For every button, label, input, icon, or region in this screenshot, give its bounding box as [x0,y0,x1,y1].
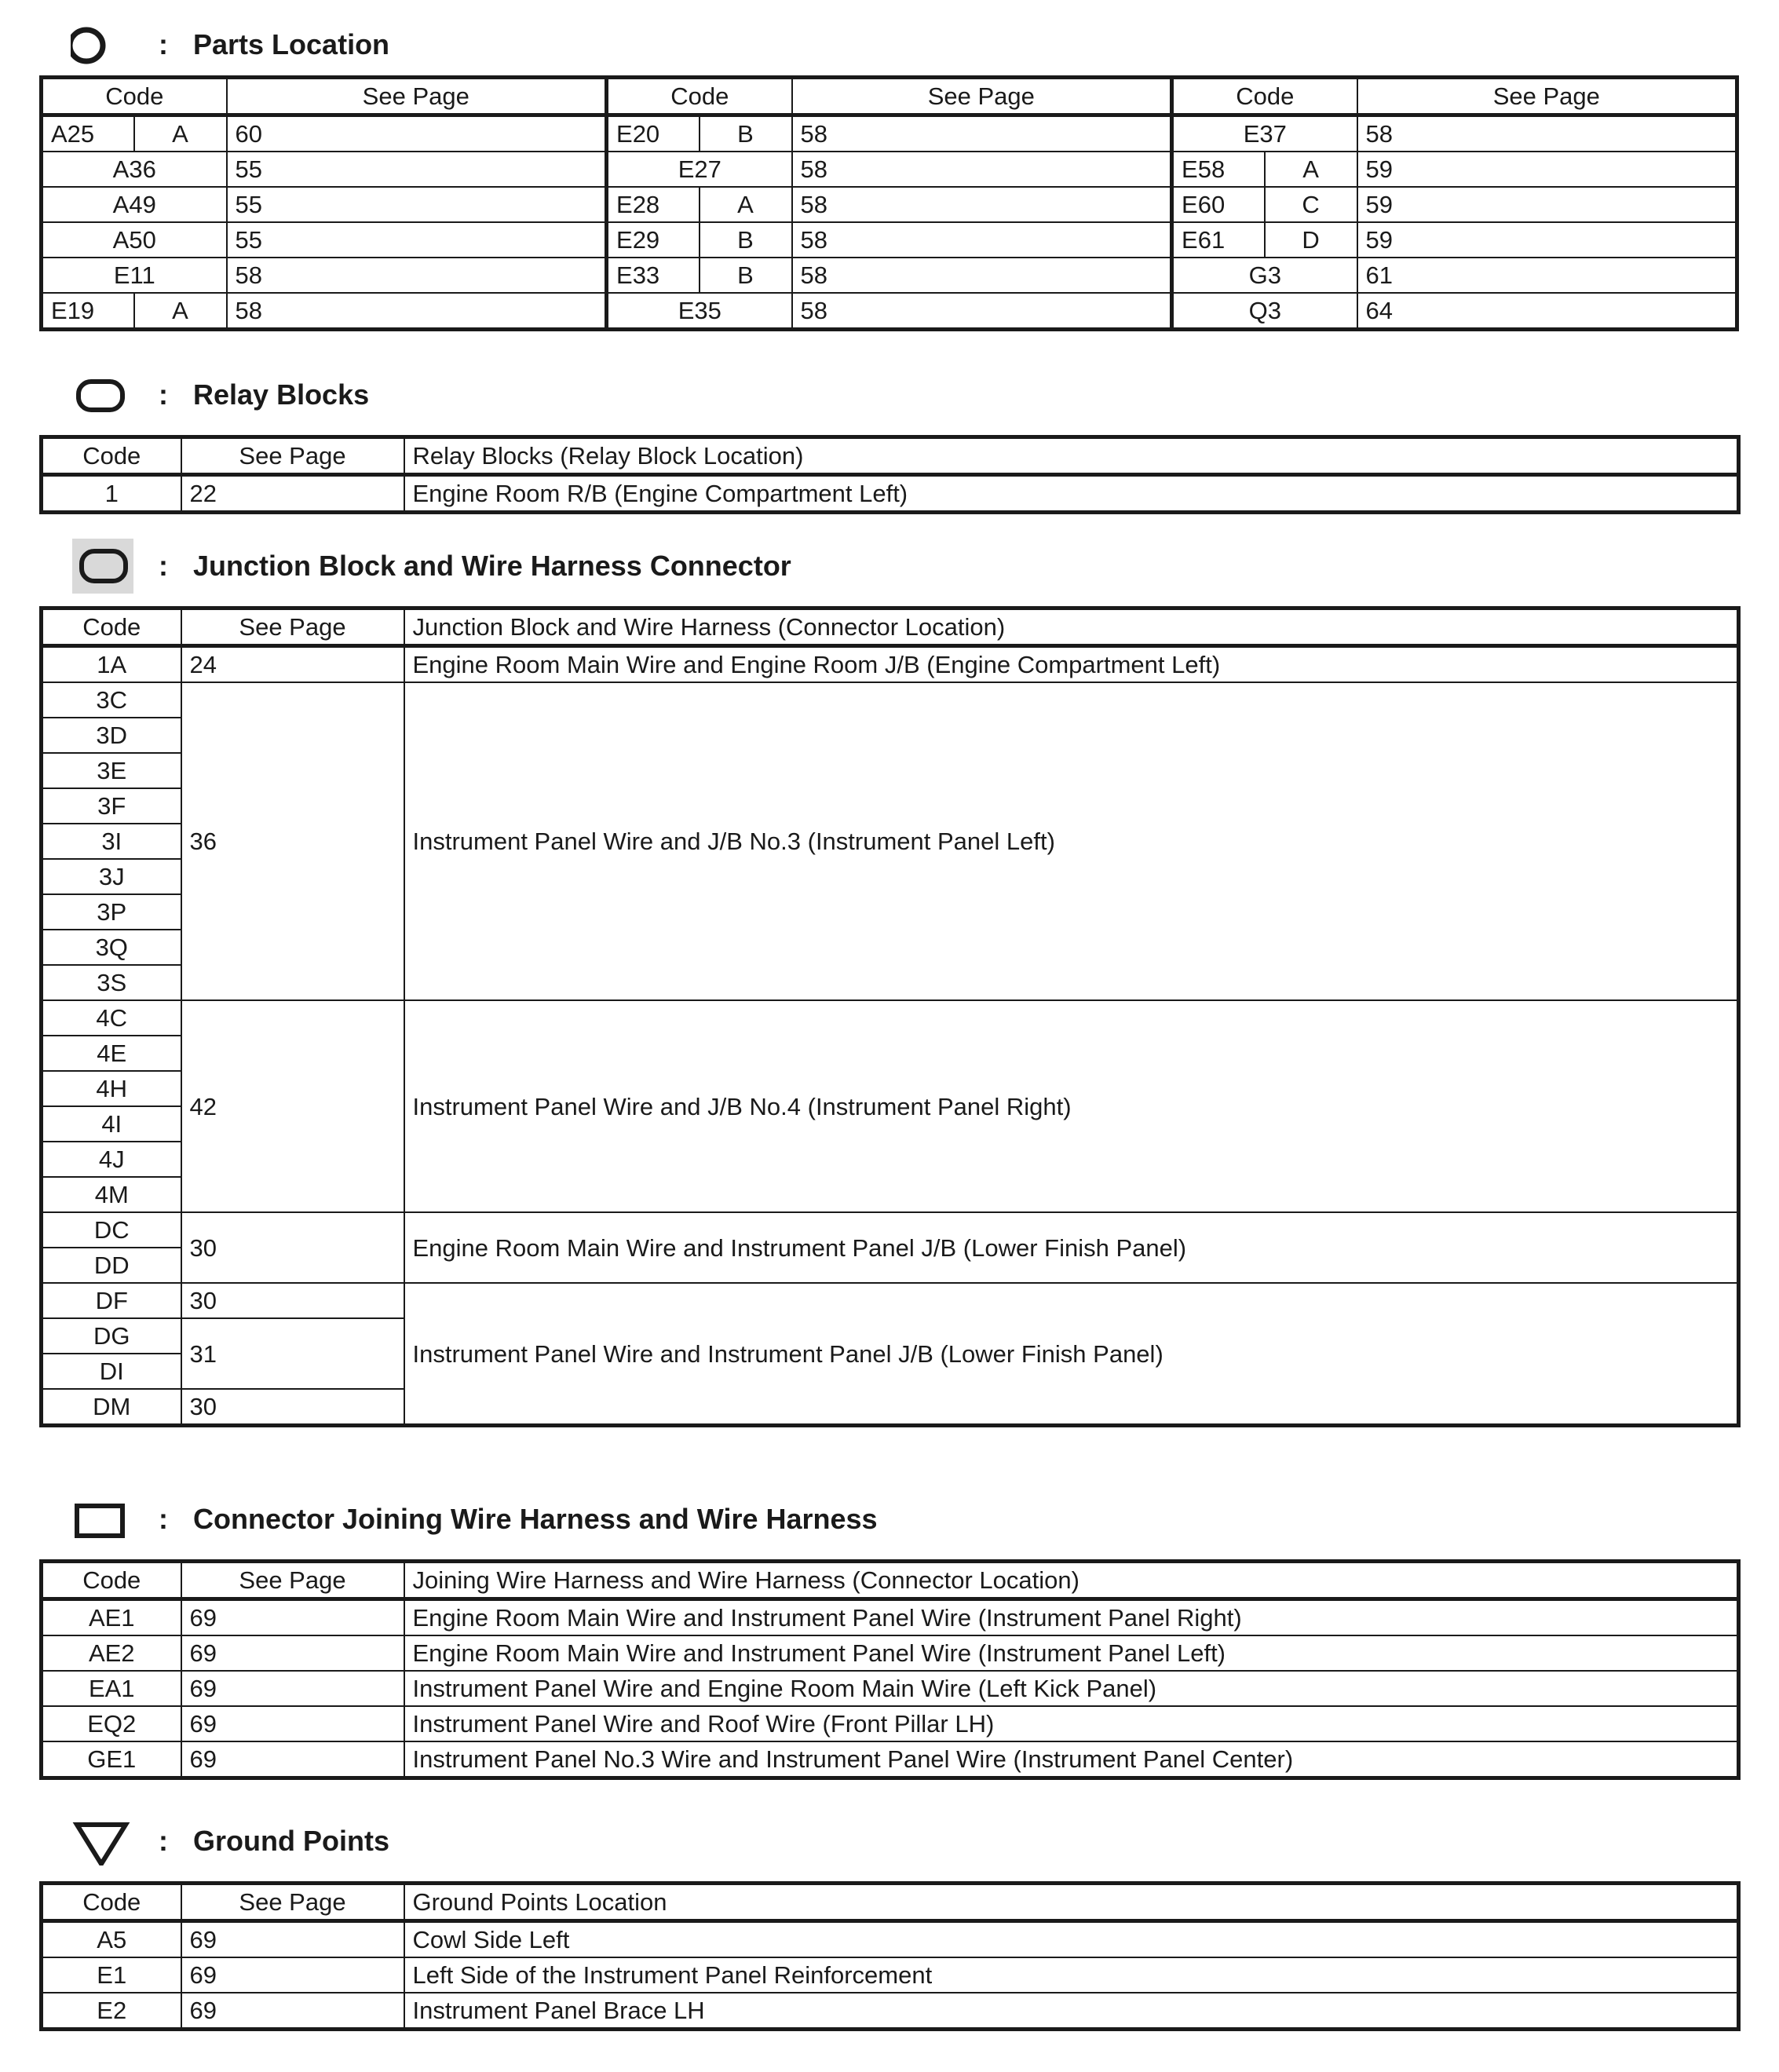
page-cell: 30 [181,1389,404,1426]
code-cell: E35 [607,293,792,330]
page-cell: 69 [181,1957,404,1993]
table-header-row [42,1562,1739,1599]
code-header: Code [42,437,181,475]
code-cell: 4E [42,1036,181,1071]
table-row [42,293,1737,330]
code-header: Code [607,78,792,115]
code-cell: 3D [42,718,181,753]
page-cell: 42 [181,1000,404,1212]
code-cell: 3C [42,682,181,718]
page-cell: 58 [792,115,1172,152]
table-row [42,1671,1739,1706]
code-cell: A50 [42,222,227,258]
junction-block-table [39,606,1741,1427]
table-row [42,682,1739,718]
table-row [42,115,1737,152]
section-title: Ground Points [193,1825,389,1857]
description-cell: Instrument Panel Wire and Instrument Panel J/B (Lower Finish Panel) [404,1283,1739,1426]
code-cell: E27 [607,152,792,187]
code-cell: 4C [42,1000,181,1036]
relay-blocks-section [39,372,1737,514]
code-cell: DM [42,1389,181,1426]
code-cell: EQ2 [42,1706,181,1741]
code-cell: 4I [42,1106,181,1142]
code-header: Code [1172,78,1357,115]
description-cell: Instrument Panel Wire and Roof Wire (Front Pillar LH) [404,1706,1739,1741]
page-cell: 58 [227,293,607,330]
relay-blocks-table [39,435,1741,514]
code-cell: G3 [1172,258,1357,293]
code-cell: A25 [42,115,134,152]
page-cell: 69 [181,1741,404,1778]
code-cell: E11 [42,258,227,293]
description-cell: Engine Room Main Wire and Instrument Panel Wire (Instrument Panel Left) [404,1635,1739,1671]
code-cell: E60 [1172,187,1265,222]
section-title: Relay Blocks [193,378,370,411]
header-colon: : [159,550,168,582]
code-cell: GE1 [42,1741,181,1778]
table-row [42,1921,1739,1958]
code-cell: DI [42,1354,181,1389]
page-cell: 30 [181,1283,404,1318]
table-row [42,1212,1739,1248]
sub-code-cell: D [1265,222,1357,258]
header-colon: : [159,28,168,60]
code-cell: DC [42,1212,181,1248]
table-row [42,1993,1739,2030]
page-cell: 59 [1357,187,1737,222]
code-header: Code [42,1884,181,1921]
description-cell: Engine Room Main Wire and Instrument Panel J/B (Lower Finish Panel) [404,1212,1739,1283]
description-cell: Engine Room R/B (Engine Compartment Left) [404,475,1739,513]
header-colon: : [159,378,168,411]
page-cell: 69 [181,1635,404,1671]
parts-location-table [39,75,1739,331]
code-cell: 4J [42,1142,181,1177]
sub-code-cell: C [1265,187,1357,222]
table-header-row [42,437,1739,475]
page-cell: 59 [1357,152,1737,187]
section-title: Connector Joining Wire Harness and Wire Harness [193,1503,878,1535]
page-cell: 58 [1357,115,1737,152]
code-cell: Q3 [1172,293,1357,330]
header-colon: : [159,1503,168,1535]
code-cell: DF [42,1283,181,1318]
table-header-row [42,78,1737,115]
page-cell: 69 [181,1599,404,1636]
description-cell: Cowl Side Left [404,1921,1739,1958]
page-cell: 55 [227,152,607,187]
rounded-rectangle-icon [71,372,133,419]
code-cell: E19 [42,293,134,330]
table-row [42,1599,1739,1636]
code-header: Code [42,78,227,115]
page-cell: 31 [181,1318,404,1389]
connector-joining-table [39,1559,1741,1780]
code-cell: DD [42,1248,181,1283]
code-cell: A36 [42,152,227,187]
code-cell: 4M [42,1177,181,1212]
page-cell: 58 [792,258,1172,293]
code-cell: 4H [42,1071,181,1106]
section-title: Junction Block and Wire Harness Connector [193,550,791,582]
table-row [42,187,1737,222]
code-cell: A5 [42,1921,181,1958]
table-row [42,1283,1739,1318]
code-cell: E61 [1172,222,1265,258]
shaded-rounded-rectangle-icon [71,539,133,594]
code-cell: E1 [42,1957,181,1993]
code-cell: 1 [42,475,181,513]
code-cell: DG [42,1318,181,1354]
description-cell: Instrument Panel Wire and J/B No.3 (Instrument Panel Left) [404,682,1739,1000]
see-page-header: See Page [181,1884,404,1921]
table-row [42,1706,1739,1741]
connector-joining-section [39,1496,1737,1780]
sub-code-cell: A [134,293,227,330]
ground-points-table [39,1881,1741,2031]
code-cell: 3F [42,788,181,824]
page-cell: 64 [1357,293,1737,330]
see-page-header: See Page [227,78,607,115]
description-cell: Instrument Panel No.3 Wire and Instrument Panel Wire (Instrument Panel Center) [404,1741,1739,1778]
code-cell: 3S [42,965,181,1000]
junction-block-section [39,543,1737,1427]
page-cell: 69 [181,1671,404,1706]
code-cell: EA1 [42,1671,181,1706]
table-row [42,258,1737,293]
table-row [42,1000,1739,1036]
page-cell: 58 [792,152,1172,187]
section-title: Parts Location [193,28,390,60]
code-cell: 3J [42,859,181,894]
table-row [42,475,1739,513]
page-cell: 24 [181,646,404,683]
code-cell: E37 [1172,115,1357,152]
page-cell: 60 [227,115,607,152]
sub-code-cell: A [1265,152,1357,187]
table-header-row [42,1884,1739,1921]
ground-points-section [39,1818,1737,2031]
page-cell: 59 [1357,222,1737,258]
page-cell: 58 [792,187,1172,222]
table-header-row [42,608,1739,646]
table-row [42,1635,1739,1671]
description-cell: Instrument Panel Wire and J/B No.4 (Instrument Panel Right) [404,1000,1739,1212]
connector-joining-header [39,1496,1737,1544]
description-header: Relay Blocks (Relay Block Location) [404,437,1739,475]
description-header: Junction Block and Wire Harness (Connector Location) [404,608,1739,646]
see-page-header: See Page [792,78,1172,115]
table-row [42,1957,1739,1993]
code-header: Code [42,608,181,646]
page-cell: 22 [181,475,404,513]
code-cell: 1A [42,646,181,683]
page-cell: 36 [181,682,404,1000]
page-cell: 30 [181,1212,404,1283]
sub-code-cell: B [700,222,792,258]
table-row [42,646,1739,683]
code-cell: E2 [42,1993,181,2030]
code-cell: AE1 [42,1599,181,1636]
code-cell: 3I [42,824,181,859]
table-row [42,1741,1739,1778]
header-colon: : [159,1825,168,1857]
code-cell: E20 [607,115,700,152]
page-cell: 58 [227,258,607,293]
triangle-icon [71,1818,133,1866]
sub-code-cell: A [134,115,227,152]
page-cell: 58 [792,293,1172,330]
code-cell: 3E [42,753,181,788]
description-cell: Left Side of the Instrument Panel Reinforcement [404,1957,1739,1993]
code-cell: E33 [607,258,700,293]
circle-icon [71,22,133,69]
code-cell: 3P [42,894,181,930]
description-header: Joining Wire Harness and Wire Harness (Connector Location) [404,1562,1739,1599]
page-cell: 58 [792,222,1172,258]
sub-code-cell: B [700,258,792,293]
page-cell: 69 [181,1993,404,2030]
see-page-header: See Page [181,437,404,475]
page-cell: 55 [227,187,607,222]
description-cell: Instrument Panel Brace LH [404,1993,1739,2030]
see-page-header: See Page [181,1562,404,1599]
see-page-header: See Page [181,608,404,646]
description-cell: Engine Room Main Wire and Engine Room J/B (Engine Compartment Left) [404,646,1739,683]
code-header: Code [42,1562,181,1599]
code-cell: AE2 [42,1635,181,1671]
sub-code-cell: A [700,187,792,222]
description-cell: Engine Room Main Wire and Instrument Panel Wire (Instrument Panel Right) [404,1599,1739,1636]
code-cell: E58 [1172,152,1265,187]
junction-block-header [39,543,1737,590]
page-cell: 69 [181,1706,404,1741]
code-cell: E28 [607,187,700,222]
code-cell: A49 [42,187,227,222]
ground-points-header [39,1818,1737,1866]
parts-location-header [39,22,1737,69]
table-row [42,222,1737,258]
description-cell: Instrument Panel Wire and Engine Room Main Wire (Left Kick Panel) [404,1671,1739,1706]
page-cell: 69 [181,1921,404,1958]
code-cell: 3Q [42,930,181,965]
relay-blocks-header [39,372,1737,419]
table-row [42,152,1737,187]
sub-code-cell: B [700,115,792,152]
page-cell: 61 [1357,258,1737,293]
rectangle-icon [71,1496,133,1544]
parts-location-section [39,22,1737,331]
code-cell: E29 [607,222,700,258]
see-page-header: See Page [1357,78,1737,115]
page-cell: 55 [227,222,607,258]
description-header: Ground Points Location [404,1884,1739,1921]
